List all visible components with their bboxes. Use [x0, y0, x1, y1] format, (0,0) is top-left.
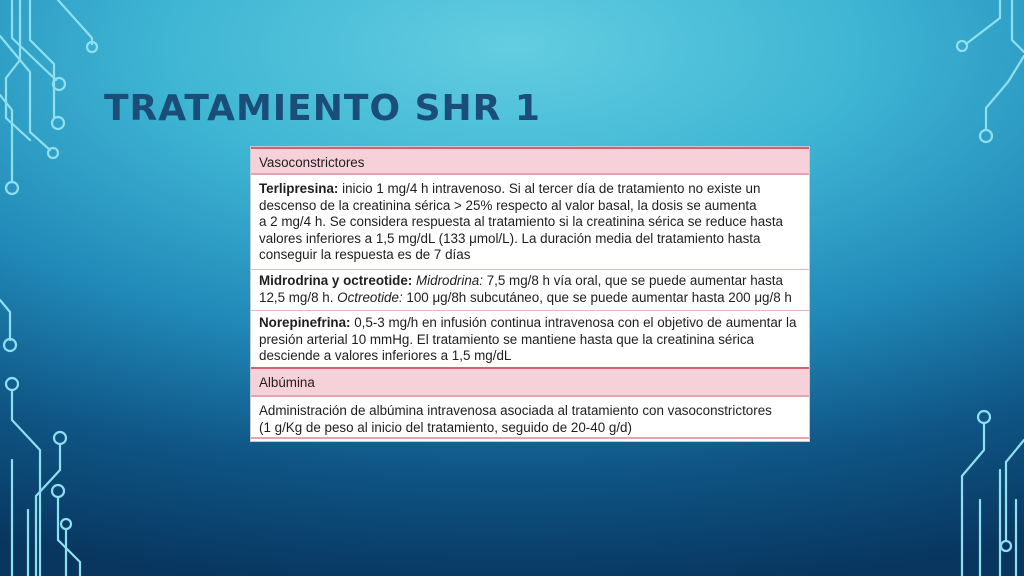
entry-line: 0,5-3 mg/h en infusión continua intravenosa con el objetivo de aumentar la	[350, 315, 797, 330]
entry-term: Midrodrina y octreotide:	[259, 273, 413, 288]
entry-term: Terlipresina:	[259, 181, 339, 196]
entry-line: valores inferiores a 1,5 mg/dL (133 μmol/L). La duración media del tratamiento hasta	[259, 230, 761, 246]
entry-italic: Midrodrina:	[416, 273, 483, 288]
entry-line: conseguir la respuesta es de 7 días	[259, 247, 471, 262]
entry-line: desciende a valores inferiores a 1,5 mg/dL	[259, 348, 512, 363]
entry-line: (1 g/Kg de peso al inicio del tratamiento, seguido de 20-40 g/d)	[259, 419, 632, 435]
entry-italic: Octreotide:	[337, 289, 403, 305]
entry-line: Administración de albúmina intravenosa asociada al tratamiento con vasoconstrictores	[259, 403, 772, 418]
slide-title: TRATAMIENTO SHR 1	[104, 88, 541, 129]
entry-norepinefrina	[251, 311, 809, 367]
entry-text: 12,5 mg/8 h.	[259, 289, 338, 305]
entry-midrodrina-octreotide	[251, 270, 809, 310]
entry-line: a 2 mg/4 h. Se considera respuesta al tratamiento si la creatinina sérica se reduce hasta	[259, 214, 784, 229]
treatment-table	[250, 146, 810, 442]
entry-line: inicio 1 mg/4 h intravenoso. Si al tercer día de tratamiento no existe un	[338, 181, 761, 196]
entry-text: 100 μg/8h subcutáneo, que se puede aumentar hasta 200 μg/8 h	[402, 289, 792, 305]
section-header-albumina	[251, 367, 809, 397]
section-heading: Albúmina	[259, 375, 315, 390]
section-header-vasoconstrictores	[251, 147, 809, 175]
table-bottom-rule	[251, 437, 809, 439]
entry-line: presión arterial 10 mmHg. El tratamiento se mantiene hasta que la creatinina sérica	[259, 331, 754, 347]
entry-term: Norepinefrina:	[259, 315, 351, 330]
entry-terlipresina	[251, 175, 809, 269]
entry-albumina	[251, 397, 809, 437]
section-heading: Vasoconstrictores	[259, 155, 365, 170]
entry-line: descenso de la creatinina sérica > 25% respecto al valor basal, la dosis se aumenta	[259, 197, 757, 213]
entry-text: 7,5 mg/8 h vía oral, que se puede aumentar hasta	[482, 273, 783, 288]
